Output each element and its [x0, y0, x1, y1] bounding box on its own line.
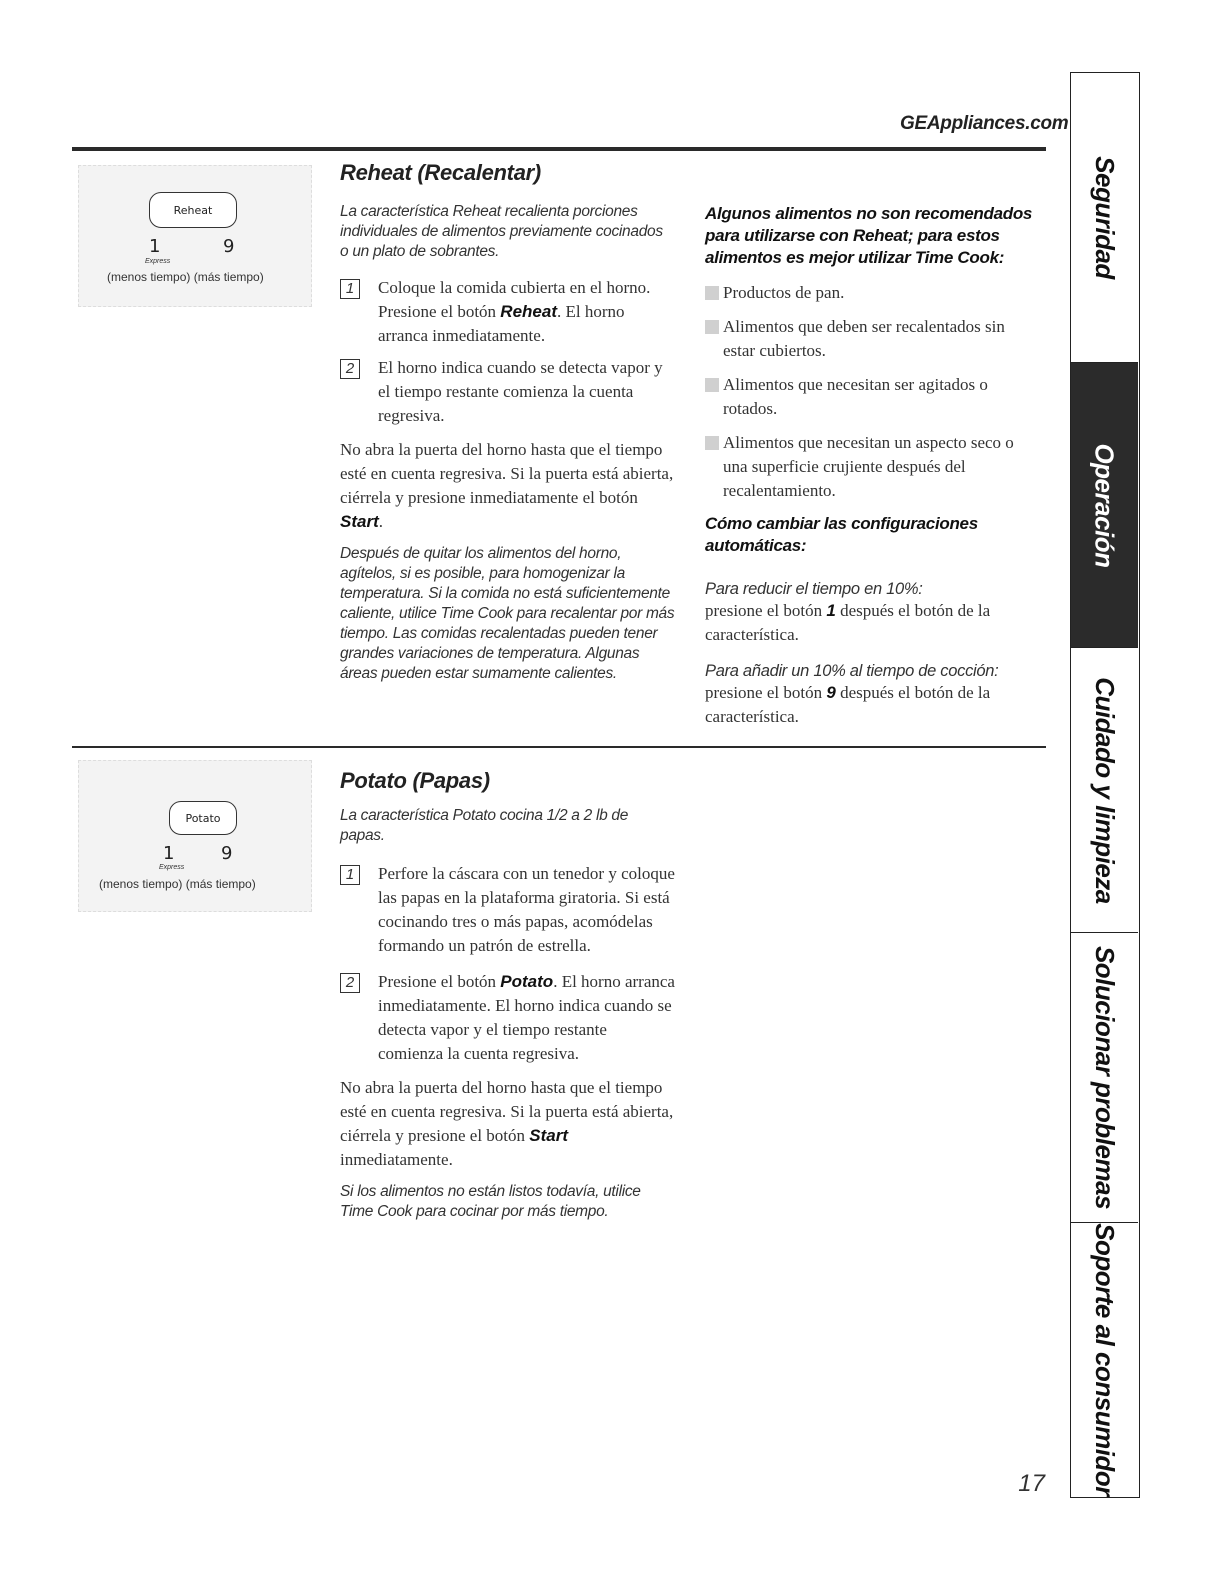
step-text: . El horno arranca inmediatamente. El horno indica cuando se detecta vapor y el tiempo restante comienza la cuenta regresiva. [378, 972, 675, 1063]
paragraph-text: . [378, 512, 383, 531]
potato-step-2 [340, 970, 675, 1066]
digit-9-label: 9 [221, 843, 233, 864]
tab-label: Operación [1090, 442, 1120, 568]
reheat-section [340, 160, 675, 684]
bullet-square [705, 320, 719, 334]
potato-button-ref: Potato [500, 972, 554, 991]
reheat-button-ref: Reheat [500, 302, 557, 321]
express-label: Express [145, 258, 171, 265]
add-instruction [705, 681, 1040, 729]
paragraph-text: No abra la puerta del horno hasta que el tiempo esté en cuenta regresiva. Si la puerta está abierta, ciérrela y presione inmediatamente el botón [340, 440, 674, 507]
potato-door-paragraph [340, 1076, 675, 1172]
instruction-text: después el botón de la característica. [705, 601, 991, 644]
change-settings-heading: Cómo cambiar las configuraciones automáticas: [705, 514, 978, 555]
bullet-square [705, 378, 719, 392]
tab-label: Soporte al consumidor [1090, 1223, 1120, 1496]
tab-label: Cuidado y limpieza [1090, 676, 1120, 904]
start-button-ref: Start [529, 1126, 569, 1145]
step-number-1: 1 [340, 865, 360, 885]
potato-panel-illustration [78, 760, 312, 912]
step-number-2: 2 [340, 359, 360, 379]
reheat-right-column [705, 203, 1040, 729]
section-divider [72, 746, 1046, 748]
tab-soporte-al-consumidor[interactable] [1071, 1223, 1138, 1496]
reheat-title: Reheat (Recalentar) [340, 160, 541, 185]
button-1-ref: 1 [826, 601, 836, 620]
potato-note: Si los alimentos no están listos todavía, utilice Time Cook para cocinar por más tiempo. [340, 1183, 641, 1220]
list-item [705, 431, 1040, 503]
instruction-text: presione el botón [705, 601, 827, 620]
tab-solucionar-problemas[interactable] [1071, 933, 1138, 1223]
reduce-instruction [705, 599, 1040, 647]
tab-seguridad[interactable] [1071, 73, 1138, 363]
reheat-key: Reheat [149, 192, 237, 228]
bullet-square [705, 286, 719, 300]
step-number-1: 1 [340, 279, 360, 299]
page-number: 17 [1018, 1470, 1045, 1497]
instruction-text: después el botón de la característica. [705, 683, 991, 726]
list-item-text: Alimentos que necesitan un aspecto seco o una superficie crujiente después del recalentamiento. [723, 433, 1014, 500]
step-text: . El horno arranca inmediatamente. [378, 302, 625, 345]
reheat-panel-illustration [78, 165, 312, 307]
top-rule [72, 147, 1046, 151]
list-item-text: Alimentos que necesitan ser agitados o rotados. [723, 375, 988, 418]
reduce-label: Para reducir el tiempo en 10%: [705, 580, 923, 598]
step-number-2: 2 [340, 973, 360, 993]
tab-label: Solucionar problemas [1090, 945, 1121, 1210]
potato-step-1 [340, 862, 675, 958]
potato-title: Potato (Papas) [340, 768, 490, 793]
reheat-note: Después de quitar los alimentos del horno, agítelos, si es posible, para homogenizar la temperatura. Si la comida no está suficientemente caliente, utilice Time Cook para recalentar por más tiempo. Las comidas recalentadas pueden tener grandes variaciones de temperatura. Algunas áreas pueden estar sumamente calientes. [340, 545, 675, 682]
bullet-square [705, 436, 719, 450]
reheat-door-paragraph [340, 438, 675, 534]
button-9-ref: 9 [826, 683, 836, 702]
step-text: Coloque la comida cubierta en el horno. Presione el botón [378, 278, 651, 321]
add-label: Para añadir un 10% al tiempo de cocción: [705, 662, 999, 680]
step-text: El horno indica cuando se detecta vapor y el tiempo restante comienza la cuenta regresiva. [378, 358, 663, 425]
time-hint: (menos tiempo) (más tiempo) [107, 270, 264, 284]
section-tabs [1070, 72, 1140, 1498]
site-url: GEAppliances.com [900, 113, 1069, 134]
step-text: Perfore la cáscara con un tenedor y coloque las papas en la plataforma giratoria. Si está cocinando tres o más papas, acomódelas formando un patrón de estrella. [378, 864, 675, 955]
potato-key: Potato [169, 801, 237, 835]
digit-1-label: 1 [163, 843, 175, 864]
not-recommended-heading: Algunos alimentos no son recomendados para utilizarse con Reheat; para estos alimentos es mejor utilizar Time Cook: [705, 204, 1033, 267]
tab-cuidado-y-limpieza[interactable] [1071, 648, 1138, 933]
step-text: Presione el botón [378, 972, 501, 991]
reheat-step-2 [340, 356, 675, 428]
start-button-ref: Start [340, 512, 379, 531]
paragraph-text: inmediatamente. [340, 1150, 453, 1169]
tab-label: Seguridad [1090, 156, 1121, 279]
potato-section [340, 768, 675, 1222]
list-item-text: Alimentos que deben ser recalentados sin estar cubiertos. [723, 317, 1005, 360]
express-label: Express [159, 864, 185, 871]
time-hint: (menos tiempo) (más tiempo) [99, 877, 256, 891]
list-item [705, 281, 1040, 305]
list-item-text: Productos de pan. [723, 283, 845, 302]
list-item [705, 315, 1040, 363]
reheat-step-1 [340, 276, 675, 348]
digit-1-label: 1 [149, 236, 161, 257]
bullet-list [705, 281, 1040, 503]
potato-intro: La característica Potato cocina 1/2 a 2 lb de papas. [340, 807, 629, 844]
tab-operacion[interactable] [1071, 363, 1138, 648]
paragraph-text: No abra la puerta del horno hasta que el tiempo esté en cuenta regresiva. Si la puerta está abierta, ciérrela y presione el botón [340, 1078, 674, 1145]
instruction-text: presione el botón [705, 683, 827, 702]
digit-9-label: 9 [223, 236, 235, 257]
list-item [705, 373, 1040, 421]
reheat-intro: La característica Reheat recalienta porciones individuales de alimentos previamente cocinados o un plato de sobrantes. [340, 203, 663, 260]
